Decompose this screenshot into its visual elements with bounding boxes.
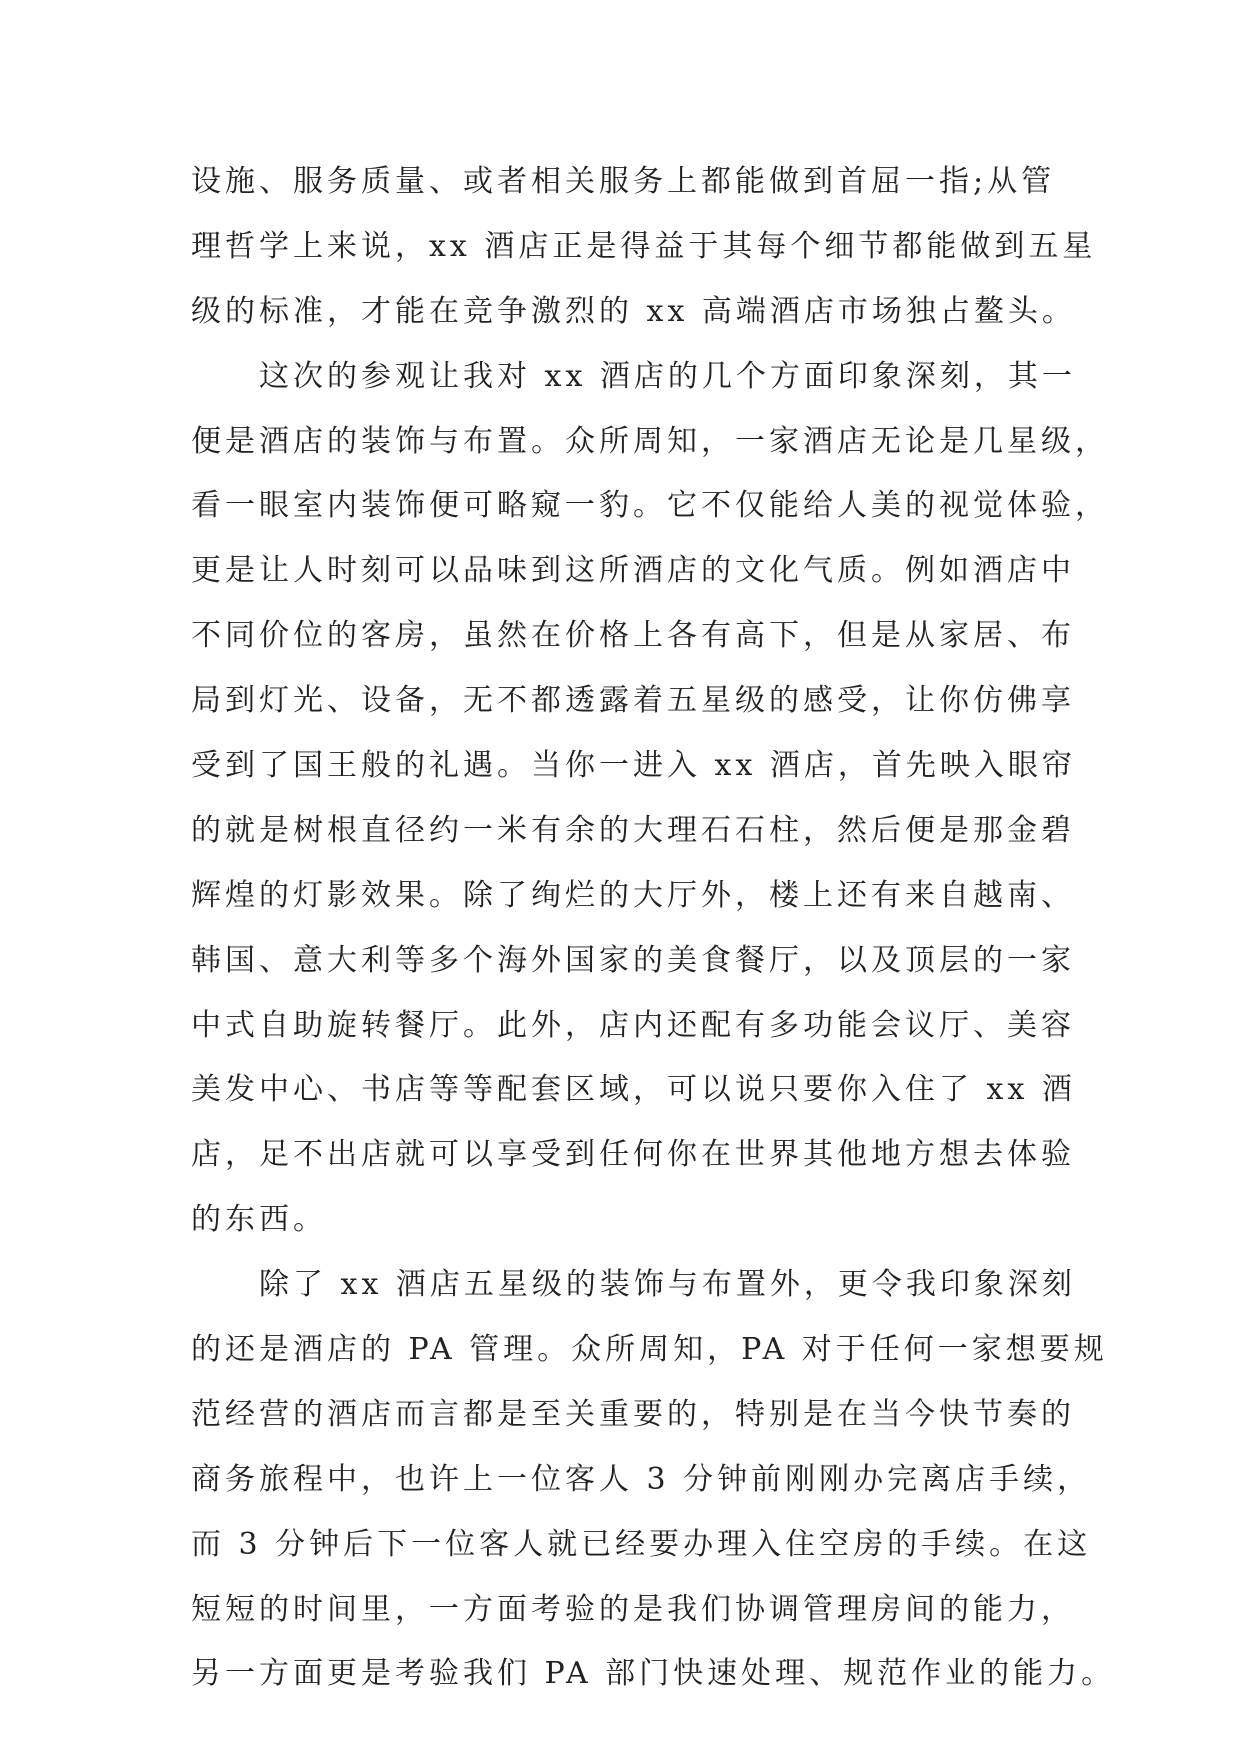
text-line: 的东西。 — [191, 1202, 327, 1238]
text-line: 的就是树根直径约一米有余的大理石石柱，然后便是那金碧 — [191, 812, 1075, 848]
text-line: 商务旅程中，也许上一位客人 3 分钟前刚刚办完离店手续， — [191, 1461, 1092, 1497]
text-line: 级的标准，才能在竞争激烈的 xx 高端酒店市场独占鳌头。 — [191, 293, 1076, 329]
text-line: 的还是酒店的 PA 管理。众所周知，PA 对于任何一家想要规 — [191, 1332, 1108, 1368]
text-line: 受到了国王般的礼遇。当你一进入 xx 酒店，首先映入眼帘 — [191, 748, 1076, 784]
text-line: 范经营的酒店而言都是至关重要的，特别是在当今快节奏的 — [191, 1396, 1075, 1432]
text-line: 另一方面更是考验我们 PA 部门快速处理、规范作业的能力。 — [191, 1656, 1116, 1692]
text-line: 设施、服务质量、或者相关服务上都能做到首屈一指;从管 — [191, 164, 1056, 199]
text-line: 便是酒店的装饰与布置。众所周知，一家酒店无论是几星级， — [191, 423, 1109, 459]
text-line: 店，足不出店就可以享受到任何你在世界其他地方想去体验 — [191, 1137, 1075, 1173]
text-line: 看一眼室内装饰便可略窥一豹。它不仅能给人美的视觉体验， — [191, 488, 1109, 524]
text-line: 局到灯光、设备，无不都透露着五星级的感受，让你仿佛享 — [191, 683, 1075, 719]
paragraph-first-line: 除了 xx 酒店五星级的装饰与布置外，更令我印象深刻 — [259, 1267, 1076, 1303]
text-line: 美发中心、书店等等配套区域，可以说只要你入住了 xx 酒 — [191, 1072, 1076, 1108]
body-text — [191, 150, 1116, 1707]
text-line: 短短的时间里，一方面考验的是我们协调管理房间的能力， — [191, 1591, 1075, 1627]
text-line: 中式自助旋转餐厅。此外，店内还配有多功能会议厅、美容 — [191, 1007, 1075, 1043]
text-line: 理哲学上来说，xx 酒店正是得益于其每个细节都能做到五星 — [191, 228, 1097, 264]
text-line: 更是让人时刻可以品味到这所酒店的文化气质。例如酒店中 — [191, 553, 1075, 589]
paragraph-first-line: 这次的参观让我对 xx 酒店的几个方面印象深刻，其一 — [259, 358, 1076, 394]
text-line: 韩国、意大利等多个海外国家的美食餐厅，以及顶层的一家 — [191, 942, 1075, 978]
text-line: 辉煌的灯影效果。除了绚烂的大厅外，楼上还有来自越南、 — [191, 877, 1075, 913]
text-line: 而 3 分钟后下一位客人就已经要办理入住空房的手续。在这 — [191, 1526, 1092, 1562]
text-line: 不同价位的客房，虽然在价格上各有高下，但是从家居、布 — [191, 618, 1075, 654]
